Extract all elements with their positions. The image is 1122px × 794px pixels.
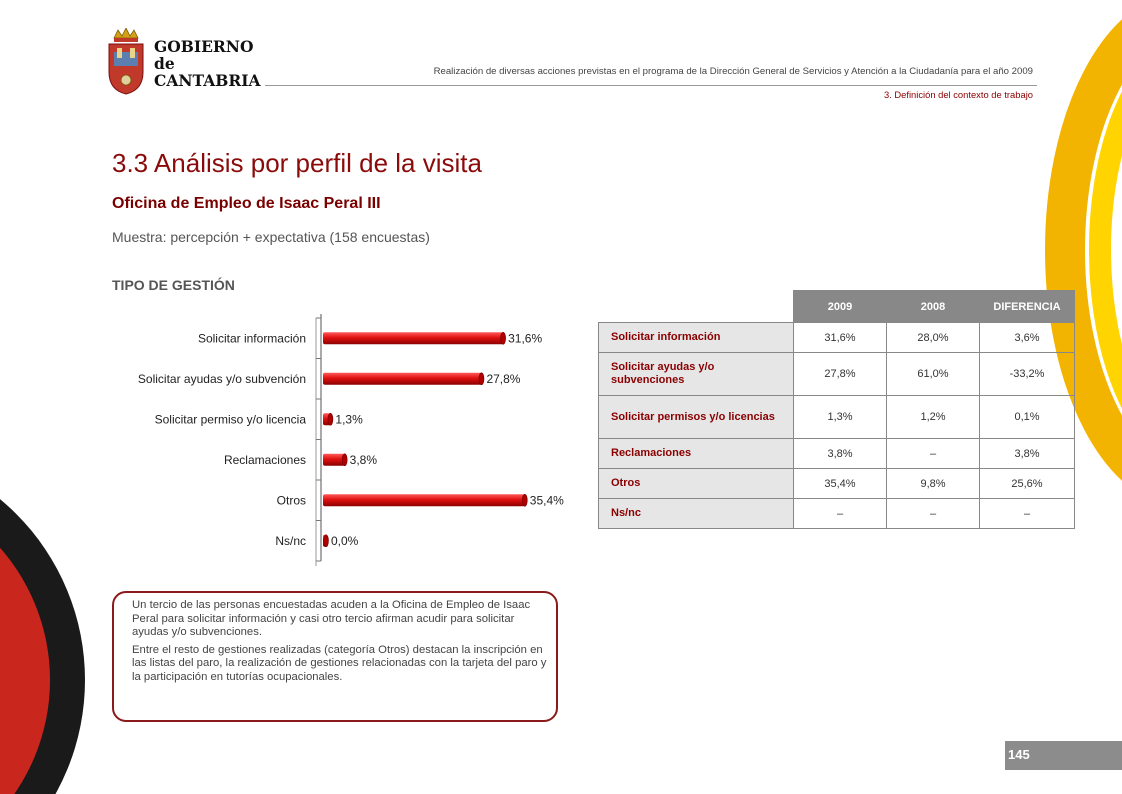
table-corner (599, 291, 794, 323)
chart-bars (138, 331, 564, 548)
row-label: Reclamaciones (599, 439, 794, 469)
bar (323, 454, 345, 466)
brand-line-3: CANTABRIA (154, 71, 261, 90)
cell-diff: 3,6% (980, 323, 1075, 353)
row-label: Solicitar ayudas y/o subvenciones (599, 353, 794, 396)
value-label: 0,0% (331, 533, 359, 548)
comparison-table (598, 290, 1075, 529)
brand-line-1: GOBIERNO (154, 37, 254, 56)
table-row (599, 353, 1075, 396)
category-label: Solicitar permiso y/o licencia (154, 412, 306, 427)
cell-2008: 9,8% (887, 469, 980, 499)
cell-2009: 1,3% (794, 396, 887, 439)
bar-cap (501, 332, 506, 344)
coat-of-arms-logo (106, 28, 146, 96)
row-label: Ns/nc (599, 499, 794, 529)
bar-cap (328, 413, 333, 425)
table-row (599, 323, 1075, 353)
value-label: 31,6% (508, 331, 543, 346)
row-label: Otros (599, 469, 794, 499)
cell-2008: – (887, 439, 980, 469)
header-2009: 2009 (794, 291, 887, 323)
cell-2009: 3,8% (794, 439, 887, 469)
category-label: Solicitar información (197, 331, 306, 346)
note-paragraph-2: Entre el resto de gestiones realizadas (categoría Otros) destacan la inscripción en las listas del paro, la realización de gestiones relacionadas con la tarjeta del paro y la participación en tutorías ocupacionales. (132, 643, 547, 683)
value-label: 3,8% (349, 452, 378, 467)
cell-2008: 61,0% (887, 353, 980, 396)
table-row (599, 396, 1075, 439)
cell-2008: – (887, 499, 980, 529)
brand-name (154, 38, 261, 89)
bar (323, 494, 525, 506)
page-title: 3.3 Análisis por perfil de la visita (112, 148, 482, 178)
bar-cap (479, 373, 484, 385)
header-divider (265, 85, 1037, 86)
category-label: Otros (276, 493, 306, 508)
header-diferencia: DIFERENCIA (980, 291, 1075, 323)
header-subtitle: Realización de diversas acciones previstas en el programa de la Dirección General de Servicios y Atención a la Ciudadanía para el año 2009 (433, 66, 1033, 77)
bar-cap (522, 494, 527, 506)
brand-line-2: de (154, 54, 175, 73)
table-header-row (599, 291, 1075, 323)
row-label: Solicitar información (599, 323, 794, 353)
cell-2008: 28,0% (887, 323, 980, 353)
cell-2009: – (794, 499, 887, 529)
cell-diff: 25,6% (980, 469, 1075, 499)
chart-heading: TIPO DE GESTIÓN (112, 277, 235, 293)
bar (323, 373, 481, 385)
office-subtitle: Oficina de Empleo de Isaac Peral III (112, 195, 381, 212)
header-section: 3. Definición del contexto de trabajo (883, 89, 1033, 100)
bar-chart (100, 305, 600, 570)
sample-description: Muestra: percepción + expectativa (158 encuestas) (112, 229, 430, 245)
cell-diff: 3,8% (980, 439, 1075, 469)
table-row (599, 469, 1075, 499)
bar-cap (342, 454, 347, 466)
summary-note (112, 591, 558, 722)
cell-2009: 27,8% (794, 353, 887, 396)
cell-2008: 1,2% (887, 396, 980, 439)
cell-2009: 31,6% (794, 323, 887, 353)
category-label: Reclamaciones (223, 452, 306, 467)
value-label: 27,8% (486, 371, 521, 386)
cell-2009: 35,4% (794, 469, 887, 499)
value-label: 1,3% (335, 412, 363, 427)
table-row (599, 439, 1075, 469)
header-2008: 2008 (887, 291, 980, 323)
chart-axis (316, 314, 321, 566)
cell-diff: 0,1% (980, 396, 1075, 439)
value-label: 35,4% (529, 493, 564, 508)
note-paragraph-1: Un tercio de las personas encuestadas acuden a la Oficina de Empleo de Isaac Peral para solicitar información y casi otro tercio afirman acudir para solicitar ayudas y/o subvenciones. (132, 599, 531, 639)
category-label: Solicitar ayudas y/o subvención (137, 371, 306, 386)
cell-diff: -33,2% (980, 353, 1075, 396)
page-number: 145 (1005, 741, 1122, 770)
bar (323, 332, 503, 344)
cell-diff: – (980, 499, 1075, 529)
category-label: Ns/nc (275, 533, 306, 548)
bar-cap (324, 535, 329, 547)
row-label: Solicitar permisos y/o licencias (599, 396, 794, 439)
table-row (599, 499, 1075, 529)
